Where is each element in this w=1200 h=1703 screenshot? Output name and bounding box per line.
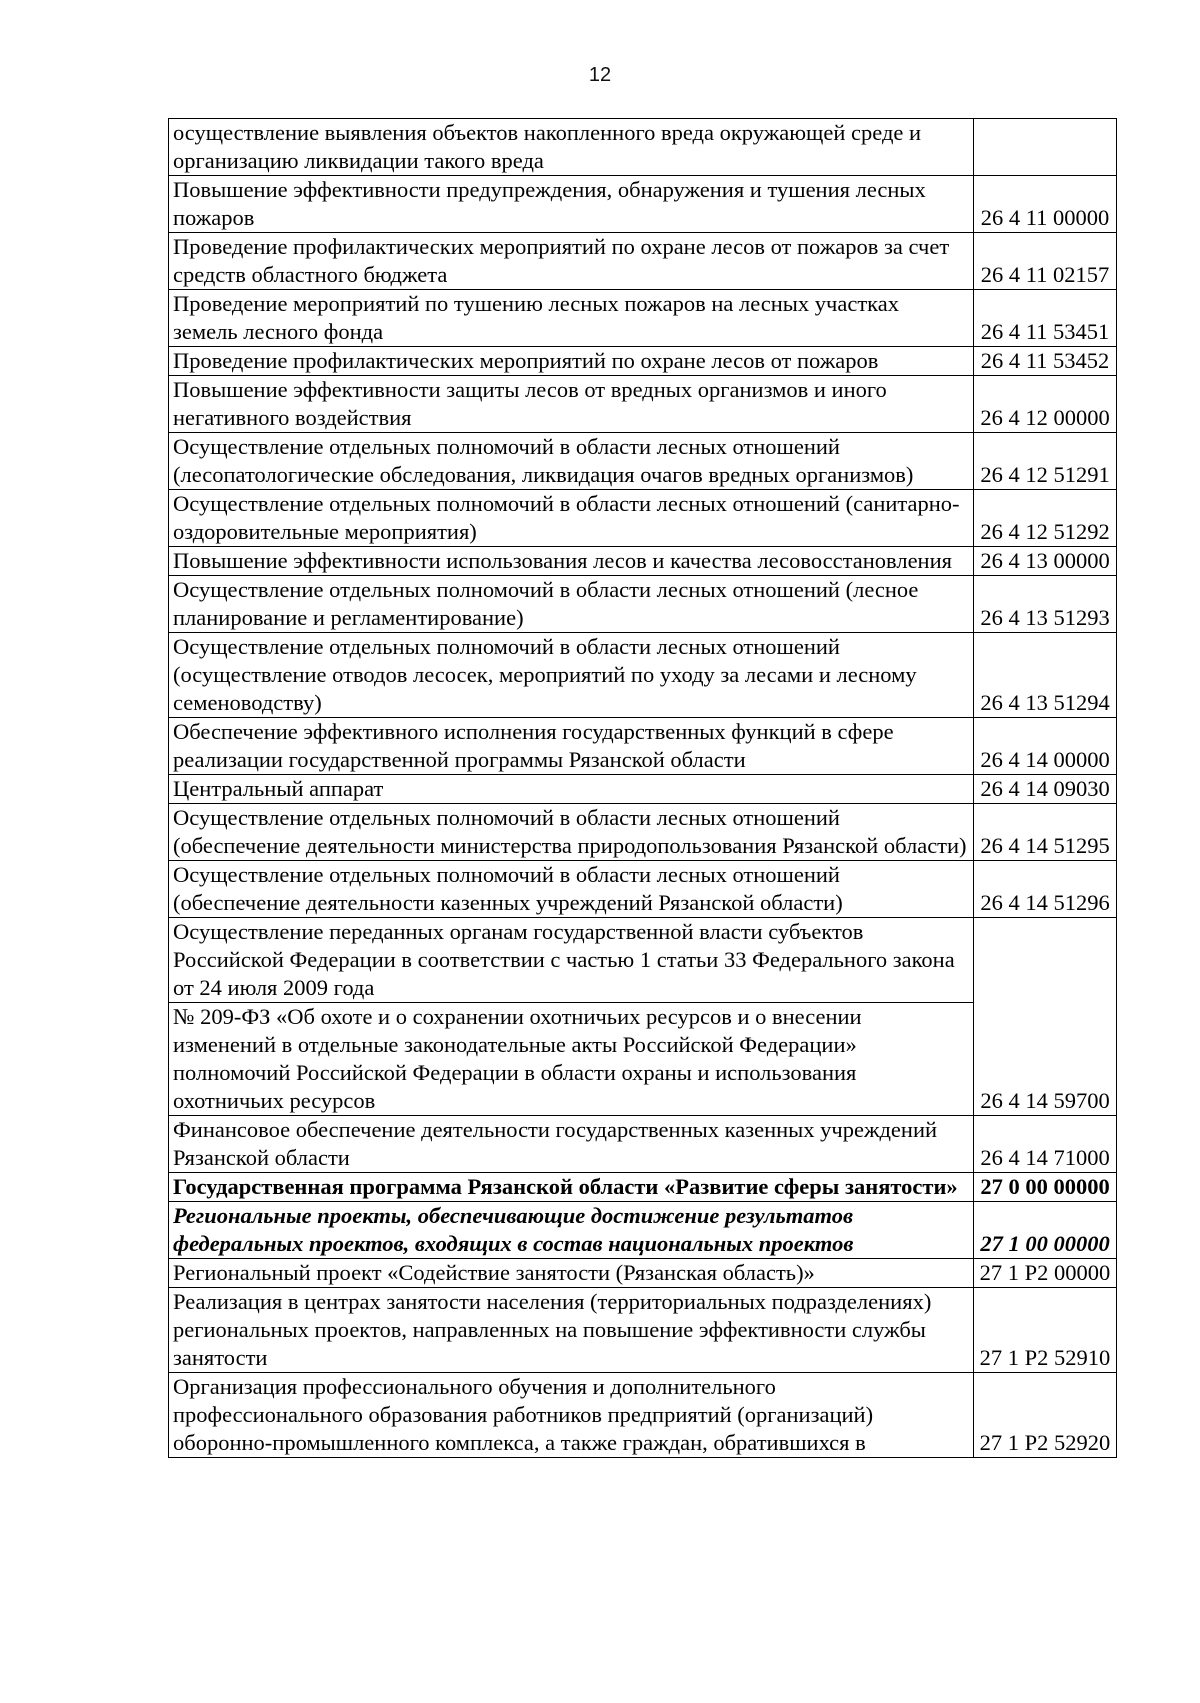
row-description: Повышение эффективности предупреждения, обнаружения и тушения лесных пожаров — [169, 176, 974, 233]
row-code: 26 4 12 00000 — [974, 376, 1117, 433]
row-description: Повышение эффективности защиты лесов от вредных организмов и иного негативного воздействия — [169, 376, 974, 433]
row-code: 26 4 13 00000 — [974, 547, 1117, 576]
row-description: Осуществление отдельных полномочий в области лесных отношений (осуществление отводов лесосек, мероприятий по уходу за лесами и лесному семеноводству) — [169, 633, 974, 718]
table-row-subprogram — [169, 1202, 1117, 1259]
row-code: 26 4 11 02157 — [974, 233, 1117, 290]
row-description: Осуществление отдельных полномочий в области лесных отношений (лесное планирование и регламентирование) — [169, 576, 974, 633]
table-row — [169, 176, 1117, 233]
row-code: 26 4 13 51294 — [974, 633, 1117, 718]
table-row — [169, 547, 1117, 576]
table-row — [169, 918, 1117, 1003]
row-description: Финансовое обеспечение деятельности государственных казенных учреждений Рязанской области — [169, 1116, 974, 1173]
table-row — [169, 119, 1117, 176]
row-description: Осуществление отдельных полномочий в области лесных отношений (обеспечение деятельности министерства природопользования Рязанской области) — [169, 804, 974, 861]
row-description: Осуществление отдельных полномочий в области лесных отношений (обеспечение деятельности казенных учреждений Рязанской области) — [169, 861, 974, 918]
row-code — [974, 119, 1117, 176]
row-description: Центральный аппарат — [169, 775, 974, 804]
table-row — [169, 490, 1117, 547]
row-code: 27 1 P2 00000 — [974, 1259, 1117, 1288]
table-row — [169, 433, 1117, 490]
row-code: 26 4 14 09030 — [974, 775, 1117, 804]
table-row — [169, 1288, 1117, 1373]
row-description: Обеспечение эффективного исполнения государственных функций в сфере реализации государственной программы Рязанской области — [169, 718, 974, 775]
row-code: 27 1 P2 52920 — [974, 1373, 1117, 1458]
row-description: осуществление выявления объектов накопленного вреда окружающей среде и организацию ликвидации такого вреда — [169, 119, 974, 176]
row-code: 26 4 12 51292 — [974, 490, 1117, 547]
table-row — [169, 1259, 1117, 1288]
table-row — [169, 1373, 1117, 1458]
row-code: 27 1 00 00000 — [974, 1202, 1117, 1259]
row-code: 26 4 12 51291 — [974, 433, 1117, 490]
row-code: 27 0 00 00000 — [974, 1173, 1117, 1202]
table-row — [169, 376, 1117, 433]
row-code: 26 4 14 51296 — [974, 861, 1117, 918]
row-description: Региональные проекты, обеспечивающие достижение результатов федеральных проектов, входящих в состав национальных проектов — [169, 1202, 974, 1259]
table-row — [169, 633, 1117, 718]
row-code: 26 4 13 51293 — [974, 576, 1117, 633]
table-row — [169, 576, 1117, 633]
table-row — [169, 718, 1117, 775]
row-description-continued: № 209-ФЗ «Об охоте и о сохранении охотничьих ресурсов и о внесении изменений в отдельные законодательные акты Российской Федерации» полномочий Российской Федерации в области охраны и использования охотничьих ресурсов — [169, 1003, 974, 1116]
row-code: 26 4 11 53452 — [974, 347, 1117, 376]
row-description: Организация профессионального обучения и дополнительного профессионального образования работников предприятий (организаций) оборонно-промышленного комплекса, а также граждан, обратившихся в — [169, 1373, 974, 1458]
page-number: 12 — [588, 64, 612, 86]
row-description: Проведение профилактических мероприятий по охране лесов от пожаров за счет средств областного бюджета — [169, 233, 974, 290]
table-row — [169, 233, 1117, 290]
table-row — [169, 290, 1117, 347]
row-code: 26 4 14 59700 — [974, 918, 1117, 1116]
table-row — [169, 804, 1117, 861]
row-description: Осуществление отдельных полномочий в области лесных отношений (санитарно-оздоровительные мероприятия) — [169, 490, 974, 547]
row-description: Реализация в центрах занятости населения (территориальных подразделениях) региональных проектов, направленных на повышение эффективности службы занятости — [169, 1288, 974, 1373]
row-description: Повышение эффективности использования лесов и качества лесовосстановления — [169, 547, 974, 576]
row-code: 26 4 11 00000 — [974, 176, 1117, 233]
row-description: Осуществление отдельных полномочий в области лесных отношений (лесопатологические обследования, ликвидация очагов вредных организмов) — [169, 433, 974, 490]
row-description: Осуществление переданных органам государственной власти субъектов Российской Федерации в соответствии с частью 1 статьи 33 Федерального закона от 24 июля 2009 года — [169, 918, 974, 1003]
row-description: Проведение профилактических мероприятий по охране лесов от пожаров — [169, 347, 974, 376]
row-description: Региональный проект «Содействие занятости (Рязанская область)» — [169, 1259, 974, 1288]
row-code: 26 4 14 71000 — [974, 1116, 1117, 1173]
row-code: 26 4 14 51295 — [974, 804, 1117, 861]
budget-classification-table — [168, 118, 1117, 1458]
row-code: 26 4 11 53451 — [974, 290, 1117, 347]
table-row — [169, 861, 1117, 918]
row-description: Государственная программа Рязанской области «Развитие сферы занятости» — [169, 1173, 974, 1202]
table-row — [169, 1116, 1117, 1173]
row-code: 26 4 14 00000 — [974, 718, 1117, 775]
row-description: Проведение мероприятий по тушению лесных пожаров на лесных участках земель лесного фонда — [169, 290, 974, 347]
table-row-program — [169, 1173, 1117, 1202]
row-code: 27 1 P2 52910 — [974, 1288, 1117, 1373]
table-row — [169, 775, 1117, 804]
table-row — [169, 347, 1117, 376]
